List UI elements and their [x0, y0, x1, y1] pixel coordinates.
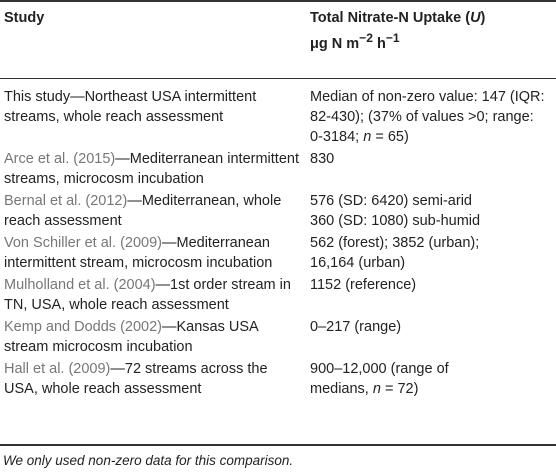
- study-desc: —Mediterranean intermittent stream, microcosm incubation: [4, 235, 273, 271]
- table-row: [0, 149, 556, 191]
- table-row: [0, 78, 556, 149]
- table-row: [0, 359, 556, 409]
- header-uptake-var: U: [470, 10, 481, 26]
- table-footnote: We only used non-zero data for this comparison.: [3, 453, 294, 468]
- value-cell: [304, 317, 556, 359]
- study-cell: [0, 275, 304, 317]
- table-bottom-rule: [0, 444, 556, 446]
- value-cell: [304, 191, 556, 233]
- header-uptake: [304, 0, 556, 78]
- study-cell: [0, 78, 304, 149]
- header-unit-g: g N m: [318, 35, 360, 52]
- value-cell: [304, 78, 556, 149]
- value-line: 0-3184; n = 65): [310, 129, 409, 145]
- study-desc: —1st order stream in TN, USA, whole reach assessment: [4, 277, 291, 313]
- table-row: [0, 275, 556, 317]
- value-cell: [304, 275, 556, 317]
- header-unit-exp1: −2: [359, 31, 373, 45]
- value-line: 16,164 (urban): [310, 255, 406, 271]
- value-line: 900–12,000 (range of: [310, 361, 449, 377]
- value-cell: [304, 149, 556, 191]
- study-desc: —Mediterranean intermittent streams, microcosm incubation: [4, 151, 299, 187]
- study-cell: [0, 149, 304, 191]
- study-desc: —72 streams across the USA, whole reach assessment: [4, 361, 268, 397]
- value-line: medians, n = 72): [310, 381, 419, 397]
- table-row: [0, 191, 556, 233]
- header-uptake-close: ): [480, 10, 486, 26]
- study-ref: Bernal et al. (2012): [4, 193, 128, 209]
- study-desc: —Mediterranean, whole reach assessment: [4, 193, 282, 229]
- study-cell: [0, 191, 304, 233]
- value-line: 562 (forest); 3852 (urban);: [310, 235, 480, 251]
- study-ref: Kemp and Dodds (2002): [4, 319, 162, 335]
- header-study: Study: [4, 10, 45, 26]
- header-uptake-label: Total Nitrate-N Uptake (: [310, 10, 471, 26]
- value-cell: [304, 233, 556, 275]
- study-desc: This study—Northeast USA intermittent streams, whole reach assessment: [4, 89, 257, 125]
- study-ref: Mulholland et al. (2004): [4, 277, 156, 293]
- study-cell: [0, 317, 304, 359]
- value-cell: [304, 359, 556, 409]
- header-unit-mu: μ: [310, 35, 319, 52]
- header-unit-h: h: [372, 35, 386, 52]
- table-row: [0, 233, 556, 275]
- value-line: 830: [310, 151, 335, 167]
- study-ref: Von Schiller et al. (2009): [4, 235, 162, 251]
- study-ref: Arce et al. (2015): [4, 151, 116, 167]
- study-ref: Hall et al. (2009): [4, 361, 111, 377]
- value-line: 576 (SD: 6420) semi-arid: [310, 193, 472, 209]
- value-line: 1152 (reference): [310, 277, 417, 293]
- value-line: 0–217 (range): [310, 319, 402, 335]
- value-line: Median of non-zero value: 147 (IQR:: [310, 89, 545, 105]
- study-desc: —Kansas USA stream microcosm incubation: [4, 319, 258, 355]
- study-cell: [0, 233, 304, 275]
- header-row: [0, 0, 556, 78]
- value-line: 360 (SD: 1080) sub-humid: [310, 213, 481, 229]
- study-cell: [0, 359, 304, 409]
- header-unit-exp2: −1: [385, 31, 400, 45]
- value-line: 82-430); (37% of values >0; range:: [310, 109, 534, 125]
- table-row: [0, 317, 556, 359]
